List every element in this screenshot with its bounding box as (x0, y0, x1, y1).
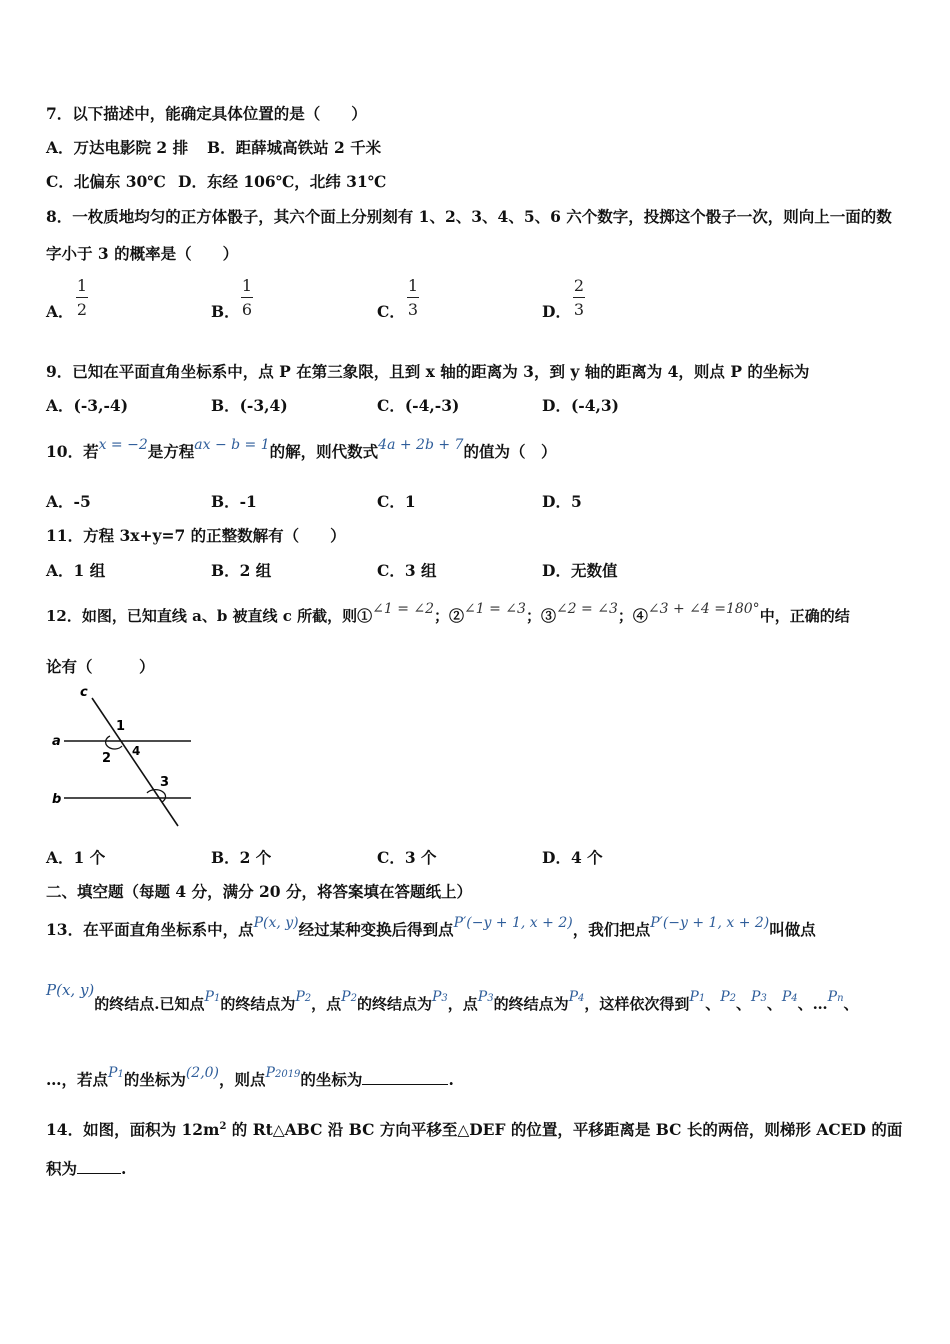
q9-option-c: C．(-4,-3) (377, 396, 460, 415)
ellipsis: … (812, 995, 828, 1013)
q9-stem: 9．已知在平面直角坐标系中，点 P 在第三象限，且到 x 轴的距离为 3，到 y 轴的距离为 4，则点 P 的坐标为 (46, 362, 810, 381)
q12-stem-line2: 论有（ ） (46, 657, 155, 676)
q7-option-a: A．万达电影院 2 排 (46, 138, 189, 157)
q11-option-b: B．2 组 (211, 561, 272, 580)
q13-text-14: ，则点 (219, 1070, 266, 1089)
q13-text-13: 的坐标为 (123, 1070, 186, 1089)
q12-math-1: ∠1 = ∠2 (372, 601, 435, 617)
q14-text-2: 的 Rt△ABC 沿 BC 方向平移至△DEF 的位置，平移距离是 BC 长的两倍，则梯形 ACED 的面 (226, 1120, 903, 1139)
q12-option-d: D．4 个 (542, 848, 603, 867)
fraction-bar (76, 297, 88, 298)
q10-math-3: 4a + 2b + 7 (378, 437, 464, 453)
q13-seq-p3: P3 (751, 989, 767, 1005)
q13-seq-p1: P1 (689, 989, 706, 1005)
q13-text-1: 13．在平面直角坐标系中，点 (46, 920, 254, 939)
q8-option-d-label: D． (542, 302, 571, 321)
fraction-bar (241, 297, 253, 298)
q14-superscript: 2 (219, 1120, 227, 1132)
q12-math-3: ∠2 = ∠3 (555, 601, 618, 617)
separator: 、 (766, 995, 782, 1013)
angle-label-2: 2 (102, 751, 112, 766)
q8-option-a-fraction (76, 276, 88, 319)
section-2-heading: 二、填空题（每题 4 分，满分 20 分，将答案填在答题纸上） (46, 882, 472, 901)
q14-text-4: . (121, 1159, 127, 1178)
q13-text-11: ，这样依次得到 (584, 995, 690, 1013)
denominator: 2 (76, 300, 88, 319)
q13-line1 (46, 915, 816, 940)
separator: 、 (736, 995, 752, 1013)
q13-text-12: …，若点 (46, 1070, 109, 1089)
numerator: 1 (241, 276, 253, 295)
q12-option-b: B．2 个 (211, 848, 272, 867)
q8-option-b-label: B． (211, 302, 240, 321)
q13-text-15: 的坐标为 (300, 1070, 363, 1089)
q10-math-2: ax − b = 1 (194, 437, 270, 453)
q13-math-2: P′(−y + 1, x + 2) (453, 915, 573, 931)
q11-option-c: C．3 组 (377, 561, 437, 580)
q13-p2: P2 (295, 989, 312, 1005)
angle-label-3: 3 (160, 775, 170, 790)
q13-text-3: ，我们把点 (572, 920, 651, 939)
separator: 、 (797, 995, 813, 1013)
separator: 、 (843, 995, 859, 1013)
q7-option-c: C．北偏东 30℃ (46, 172, 166, 191)
angle-arc-lower (147, 790, 166, 802)
angle-label-1: 1 (116, 719, 126, 734)
q8-stem-line2: 字小于 3 的概率是（ ） (46, 244, 239, 263)
q7-option-b: B．距薛城高铁站 2 千米 (207, 138, 382, 157)
q12-figure (44, 684, 204, 834)
q13-text-4: 叫做点 (769, 920, 816, 939)
q12-math-2: ∠1 = ∠3 (464, 601, 526, 617)
label-c: c (80, 685, 88, 700)
q10-text-1: 10．若 (46, 442, 99, 461)
denominator: 3 (407, 300, 419, 319)
fraction-bar (407, 297, 419, 298)
q13-text-2: 经过某种变换后得到点 (298, 920, 454, 939)
denominator: 6 (241, 300, 253, 319)
q11-option-a: A．1 组 (46, 561, 106, 580)
q11-option-d: D．无数值 (542, 561, 618, 580)
q13-p2019: P2019 (265, 1065, 301, 1081)
q12-option-a: A．1 个 (46, 848, 106, 867)
q13-p2b: P2 (341, 989, 357, 1005)
q14-line2 (46, 1157, 126, 1179)
label-b: b (52, 792, 62, 807)
q13-math-1: P(x, y) (253, 915, 299, 931)
q12-text-3: ；③ (525, 607, 556, 625)
q14-line1 (46, 1118, 902, 1140)
q10-text-4: 的值为（ ） (463, 442, 557, 461)
q13-text-16: . (448, 1070, 454, 1089)
q13-math-3: P′(−y + 1, x + 2) (650, 915, 770, 931)
q13-text-9: ，点 (447, 995, 478, 1013)
q13-answer-blank[interactable] (362, 1084, 448, 1085)
q12-text-2: ；② (434, 607, 465, 625)
q7-stem: 7．以下描述中，能确定具体位置的是（ ） (46, 104, 367, 123)
q9-option-b: B．(-3,4) (211, 396, 288, 415)
q13-text-8: 的终结点为 (356, 995, 432, 1013)
q13-p3b: P3 (477, 989, 494, 1005)
q13-text-7: ，点 (311, 995, 342, 1013)
q8-option-a-label: A． (46, 302, 74, 321)
q13-math-4: P(x, y) (46, 981, 95, 999)
q13-line3 (46, 1065, 454, 1090)
q8-option-d-fraction (573, 276, 585, 319)
q13-seq-pn: Pn (827, 989, 844, 1005)
q11-stem: 11．方程 3x+y=7 的正整数解有（ ） (46, 526, 346, 545)
q10-text-3: 的解，则代数式 (269, 442, 379, 461)
q13-text-5: 的终结点.已知点 (94, 995, 205, 1013)
q12-text-5: 中，正确的结 (759, 607, 850, 625)
q12-option-c: C．3 个 (377, 848, 437, 867)
q10-option-a: A．-5 (46, 492, 91, 511)
q13-text-10: 的终结点为 (493, 995, 569, 1013)
q10-option-b: B．-1 (211, 492, 257, 511)
q12-text-4: ；④ (617, 607, 648, 625)
q9-option-a: A．(-3,-4) (46, 396, 129, 415)
q8-option-c-label: C． (377, 302, 405, 321)
q10-option-d: D．5 (542, 492, 582, 511)
numerator: 2 (573, 276, 585, 295)
q13-math-5: (2,0) (185, 1065, 220, 1081)
q13-p1-again: P1 (108, 1065, 124, 1081)
q8-option-b-fraction (241, 276, 253, 319)
angle-label-4: 4 (132, 744, 141, 758)
q8-option-c-fraction (407, 276, 419, 319)
numerator: 1 (407, 276, 419, 295)
fraction-bar (573, 297, 585, 298)
q12-stem-line1 (46, 601, 850, 626)
q10-math-1: x = −2 (98, 437, 148, 453)
q10-text-2: 是方程 (147, 442, 195, 461)
q7-option-d: D．东经 106℃，北纬 31℃ (178, 172, 387, 191)
q14-answer-blank[interactable] (77, 1173, 121, 1174)
q8-stem-line1: 8．一枚质地均匀的正方体骰子，其六个面上分别刻有 1、2、3、4、5、6 六个数字，投掷这个骰子一次，则向上一面的数 (46, 207, 892, 226)
q10-stem (46, 437, 557, 462)
q13-p1: P1 (204, 989, 221, 1005)
q10-option-c: C．1 (377, 492, 416, 511)
label-a: a (52, 734, 61, 749)
q13-seq-p2: P2 (720, 989, 736, 1005)
q13-text-6: 的终结点为 (220, 995, 296, 1013)
q12-text-1: 12．如图，已知直线 a、b 被直线 c 所截，则① (46, 607, 373, 625)
denominator: 3 (573, 300, 585, 319)
q9-option-d: D．(-4,3) (542, 396, 620, 415)
q14-text-1: 14．如图，面积为 12m (46, 1120, 220, 1139)
numerator: 1 (76, 276, 88, 295)
q13-seq-p4: P4 (781, 989, 798, 1005)
separator: 、 (705, 995, 721, 1013)
q13-p4: P4 (568, 989, 585, 1005)
q14-text-3: 积为 (46, 1159, 78, 1178)
q12-math-4: ∠3 + ∠4 =180° (647, 601, 760, 617)
q13-p3: P3 (431, 989, 448, 1005)
q13-line2 (46, 981, 859, 1014)
